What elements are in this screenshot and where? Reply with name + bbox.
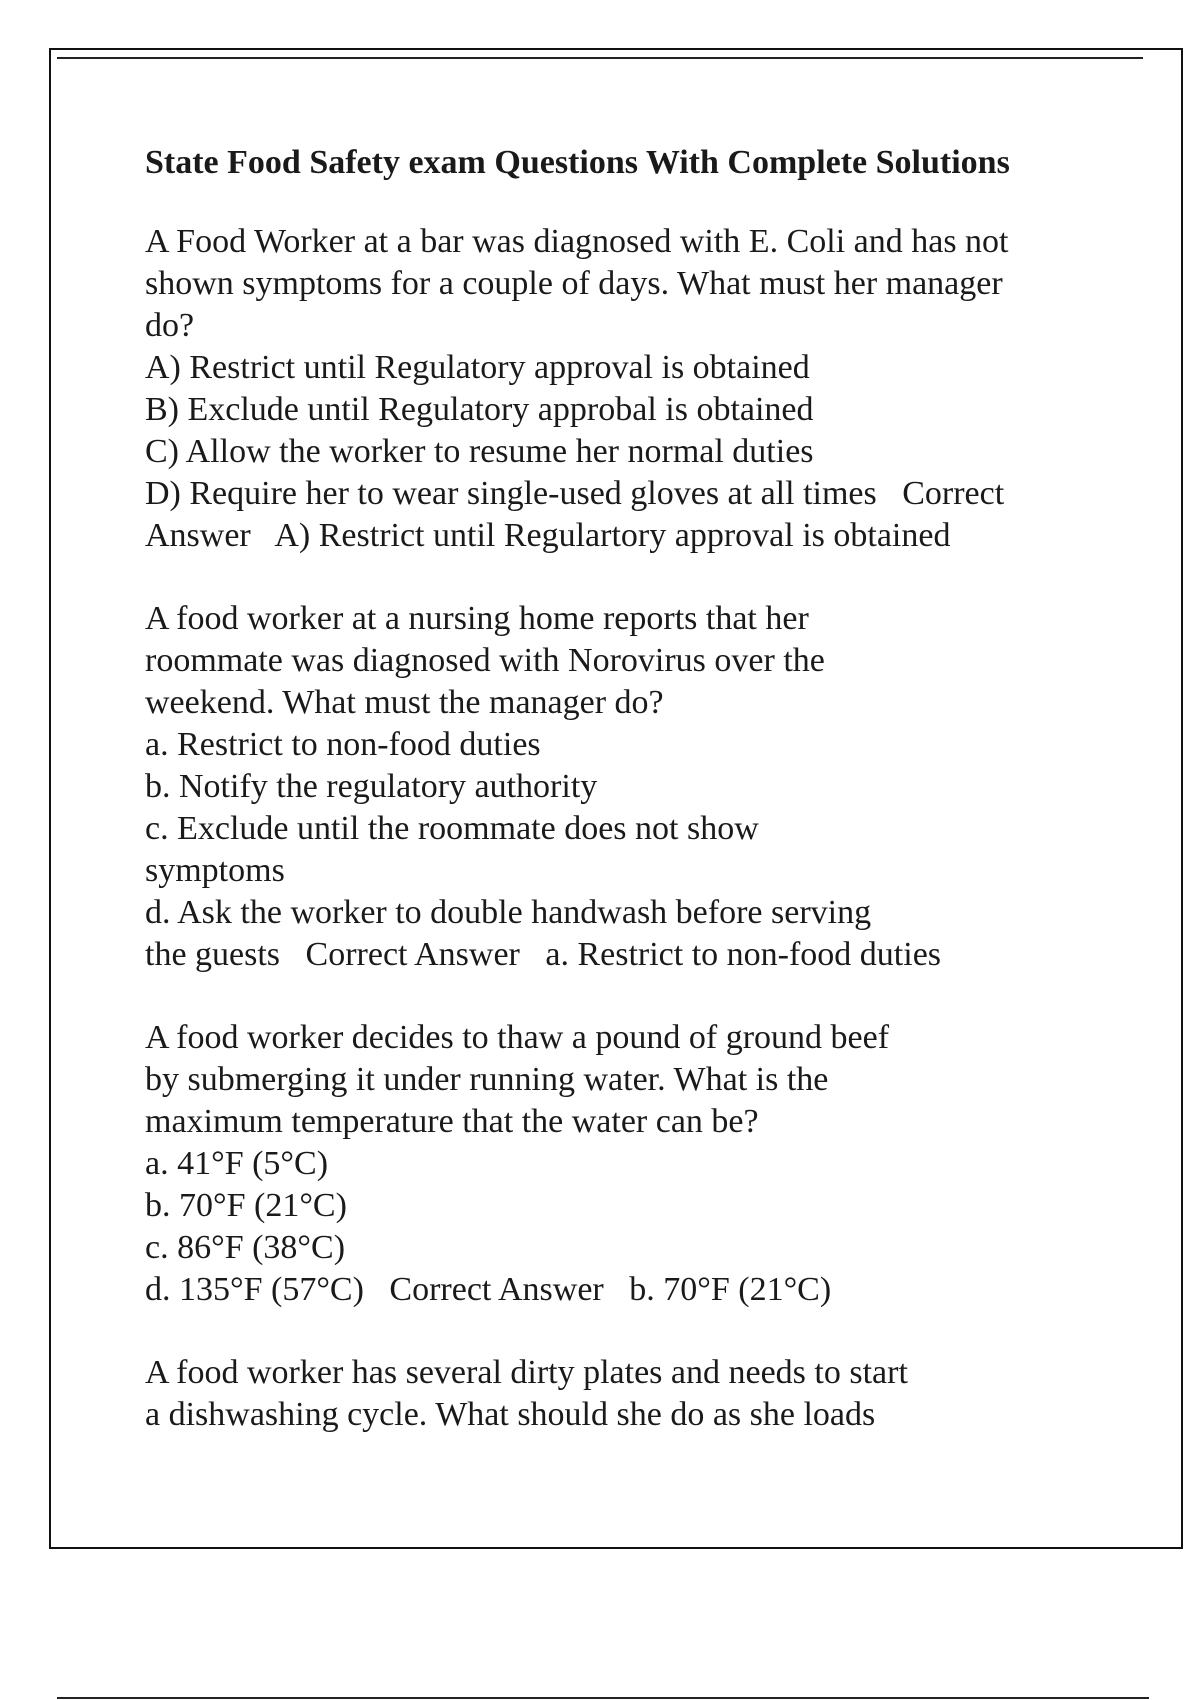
answer-option: b. 70°F (21°C) [145, 1187, 347, 1224]
answer-option: B) Exclude until Regulatory approbal is obtained [145, 391, 814, 428]
question-3 [145, 1017, 1145, 1311]
question-2 [145, 598, 1145, 976]
question-line: shown symptoms for a couple of days. What must her manager [145, 265, 1003, 302]
answer-option: C) Allow the worker to resume her normal duties [145, 433, 814, 470]
next-page-rule [57, 1697, 1149, 1699]
answer-option: a. 41°F (5°C) [145, 1145, 329, 1182]
answer-option: A) Restrict until Regulatory approval is obtained [145, 349, 810, 386]
correct-answer: Answer A) Restrict until Regulartory approval is obtained [145, 517, 951, 554]
document-body [145, 142, 1145, 1477]
answer-option: a. Restrict to non-food duties [145, 726, 541, 763]
question-line: A food worker decides to thaw a pound of ground beef [145, 1019, 890, 1056]
question-line: A Food Worker at a bar was diagnosed with E. Coli and has not [145, 223, 1009, 260]
question-line: A food worker at a nursing home reports that her [145, 600, 809, 637]
answer-option: c. Exclude until the roommate does not show [145, 810, 759, 847]
question-1 [145, 221, 1145, 557]
question-line: A food worker has several dirty plates and needs to start [145, 1354, 908, 1391]
answer-option: symptoms [145, 852, 285, 889]
document-title: State Food Safety exam Questions With Complete Solutions [145, 144, 1010, 181]
correct-answer: the guests Correct Answer a. Restrict to non-food duties [145, 936, 942, 973]
question-4 [145, 1352, 1145, 1436]
question-line: do? [145, 307, 195, 344]
answer-option: d. Ask the worker to double handwash before serving [145, 894, 872, 931]
header-rule [57, 57, 1143, 59]
correct-answer: d. 135°F (57°C) Correct Answer b. 70°F (21°C) [145, 1271, 832, 1308]
question-line: by submerging it under running water. What is the [145, 1061, 829, 1098]
question-line: a dishwashing cycle. What should she do as she loads [145, 1396, 876, 1433]
answer-option: D) Require her to wear single-used gloves at all times Correct [145, 475, 1005, 512]
answer-option: c. 86°F (38°C) [145, 1229, 346, 1266]
question-line: weekend. What must the manager do? [145, 684, 664, 721]
answer-option: b. Notify the regulatory authority [145, 768, 598, 805]
question-line: roommate was diagnosed with Norovirus over the [145, 642, 825, 679]
question-line: maximum temperature that the water can be? [145, 1103, 759, 1140]
